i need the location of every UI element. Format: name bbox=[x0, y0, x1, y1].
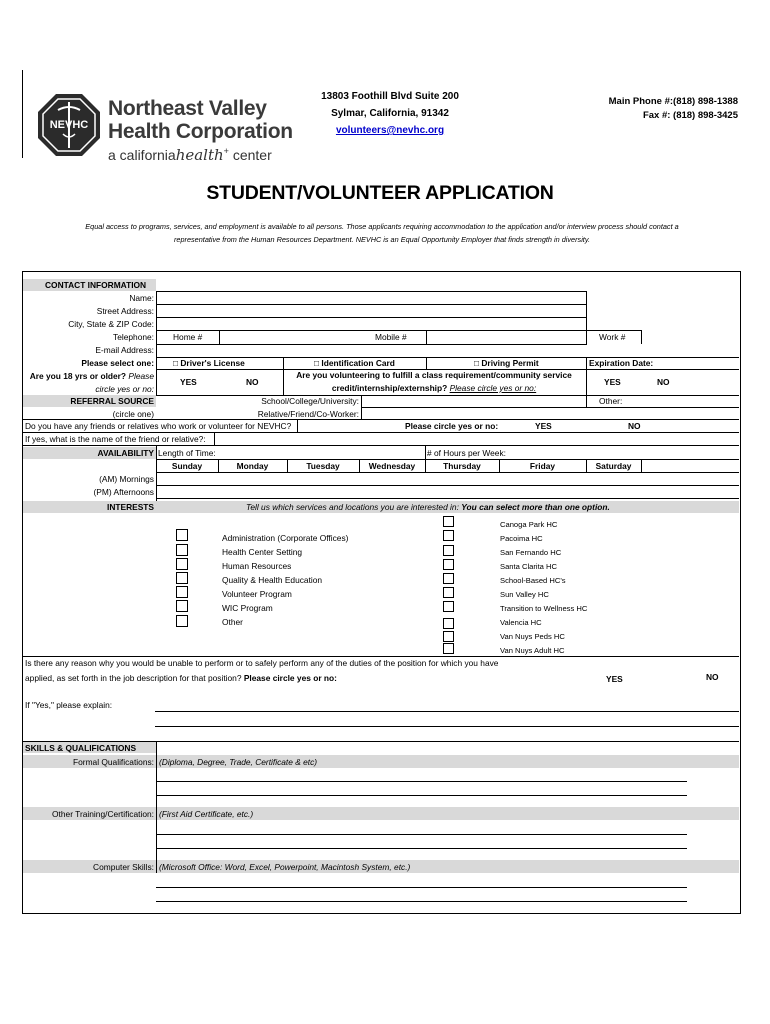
address-line2: Sylmar, California, 91342 bbox=[331, 108, 449, 119]
day-sunday: Sunday bbox=[171, 461, 203, 471]
friends-circle-hint: Please circle yes or no: bbox=[405, 421, 499, 431]
contact-heading: CONTACT INFORMATION bbox=[45, 280, 147, 290]
age-question bbox=[23, 372, 154, 380]
formal-label: Formal Qualifications: bbox=[73, 757, 154, 767]
age-question-text: Are you 18 yrs or older? bbox=[29, 371, 127, 381]
formal-hint: (Diploma, Degree, Trade, Certificate & etc) bbox=[159, 757, 318, 767]
location-checkbox[interactable] bbox=[443, 516, 454, 527]
id-card-option[interactable]: □ Identification Card bbox=[314, 358, 395, 368]
expiration-label: Expiration Date: bbox=[589, 358, 654, 368]
location-checkbox[interactable] bbox=[443, 643, 454, 654]
location-canoga-park: Canoga Park HC bbox=[500, 520, 558, 529]
afternoons-label: (PM) Afternoons bbox=[93, 487, 154, 497]
explain-label: If "Yes," please explain: bbox=[25, 700, 113, 710]
location-van-nuys-peds: Van Nuys Peds HC bbox=[500, 632, 565, 641]
tagline-script: health bbox=[175, 146, 224, 164]
location-checkbox[interactable] bbox=[443, 631, 454, 642]
day-wednesday: Wednesday bbox=[368, 461, 416, 471]
class-req-yes[interactable]: YES bbox=[604, 377, 621, 387]
service-checkbox[interactable] bbox=[176, 558, 188, 570]
driving-permit-option[interactable]: □ Driving Permit bbox=[474, 358, 539, 368]
other-training-label: Other Training/Certification: bbox=[52, 809, 154, 819]
intro-line1: Equal access to programs, services, and employment is available to all persons. Those applicants requiring accommodation to the application and/or interview process should contact a bbox=[85, 222, 679, 231]
street-label: Street Address: bbox=[96, 306, 154, 316]
service-other: Other bbox=[222, 617, 243, 627]
service-wic: WIC Program bbox=[222, 603, 273, 613]
interests-heading: INTERESTS bbox=[107, 502, 154, 512]
interests-prompt bbox=[246, 503, 610, 511]
email-link[interactable]: volunteers@nevhc.org bbox=[335, 125, 445, 136]
service-checkbox[interactable] bbox=[176, 544, 188, 556]
service-checkbox[interactable] bbox=[176, 529, 188, 541]
age-circle-hint: circle yes or no: bbox=[95, 384, 154, 394]
referral-heading: REFERRAL SOURCE bbox=[70, 396, 154, 406]
location-checkbox[interactable] bbox=[443, 530, 454, 541]
interests-prompt-bold: You can select more than one option. bbox=[461, 502, 610, 512]
friends-question: Do you have any friends or relatives who work or volunteer for NEVHC? bbox=[25, 421, 292, 431]
mobile-phone-label: Mobile # bbox=[375, 332, 407, 342]
select-one-label: Please select one: bbox=[81, 358, 154, 368]
day-saturday: Saturday bbox=[595, 461, 632, 471]
service-admin: Administration (Corporate Offices) bbox=[222, 533, 349, 543]
class-req-no[interactable]: NO bbox=[657, 377, 670, 387]
day-monday: Monday bbox=[236, 461, 269, 471]
main-phone: Main Phone #:(818) 898-1388 bbox=[608, 96, 738, 107]
age-yes[interactable]: YES bbox=[180, 377, 197, 387]
length-of-time-label: Length of Time: bbox=[158, 448, 216, 458]
org-name-line1: Northeast Valley bbox=[108, 97, 267, 120]
drivers-license-option[interactable]: □ Driver's License bbox=[173, 358, 245, 368]
hours-per-week-label: # of Hours per Week: bbox=[427, 448, 506, 458]
location-transition: Transition to Wellness HC bbox=[500, 604, 588, 613]
email-label: E-mail Address: bbox=[95, 345, 154, 355]
org-logo bbox=[36, 92, 102, 158]
location-sun-valley: Sun Valley HC bbox=[500, 590, 549, 599]
intro-line2: representative from the Human Resources Department. NEVHC is an Equal Opportunity Employer that finds strength in diversity. bbox=[174, 235, 590, 244]
location-checkbox[interactable] bbox=[443, 601, 454, 612]
service-checkbox[interactable] bbox=[176, 572, 188, 584]
service-volunteer: Volunteer Program bbox=[222, 589, 292, 599]
org-tagline: a californiahealth+ center bbox=[108, 146, 272, 164]
duties-yes[interactable]: YES bbox=[606, 674, 623, 684]
telephone-label: Telephone: bbox=[113, 332, 154, 342]
location-checkbox[interactable] bbox=[443, 573, 454, 584]
duties-question-line2 bbox=[25, 674, 337, 682]
circle-one-hint: (circle one) bbox=[112, 409, 154, 419]
location-checkbox[interactable] bbox=[443, 545, 454, 556]
duties-question-line1: Is there any reason why you would be unable to perform or to safely perform any of the duties of the position for which you have bbox=[25, 658, 499, 668]
city-label: City, State & ZIP Code: bbox=[68, 319, 154, 329]
other-training-hint: (First Aid Certificate, etc.) bbox=[159, 809, 254, 819]
tagline-prefix: a california bbox=[108, 147, 176, 163]
relative-label: Relative/Friend/Co-Worker: bbox=[257, 409, 359, 419]
duties-line2-bold: Please circle yes or no: bbox=[243, 673, 337, 683]
interests-prompt-text: Tell us which services and locations you are interested in: bbox=[246, 502, 459, 512]
class-req-line1: Are you volunteering to fulfill a class requirement/community service bbox=[296, 370, 572, 380]
mornings-label: (AM) Mornings bbox=[99, 474, 154, 484]
service-quality: Quality & Health Education bbox=[222, 575, 323, 585]
location-valencia: Valencia HC bbox=[500, 618, 542, 627]
class-req-text: credit/internship/externship? bbox=[331, 383, 448, 393]
tagline-suffix: center bbox=[232, 147, 272, 163]
service-health-center: Health Center Setting bbox=[222, 547, 303, 557]
duties-line2-text: applied, as set forth in the job description for that position? bbox=[25, 673, 242, 683]
availability-heading: AVAILABILITY bbox=[97, 448, 154, 458]
duties-no[interactable]: NO bbox=[706, 672, 719, 682]
org-name-line2: Health Corporation bbox=[108, 120, 293, 143]
fax-number: Fax #: (818) 898-3425 bbox=[642, 110, 738, 121]
home-phone-label: Home # bbox=[173, 332, 203, 342]
location-pacoima: Pacoima HC bbox=[500, 534, 543, 543]
location-san-fernando: San Fernando HC bbox=[500, 548, 562, 557]
day-friday: Friday bbox=[529, 461, 556, 471]
work-phone-label: Work # bbox=[599, 332, 626, 342]
service-checkbox[interactable] bbox=[176, 586, 188, 598]
location-checkbox[interactable] bbox=[443, 587, 454, 598]
computer-label: Computer Skills: bbox=[93, 862, 154, 872]
age-no[interactable]: NO bbox=[246, 377, 259, 387]
age-please: Please bbox=[128, 371, 154, 381]
logo-badge-text: NEVHC bbox=[49, 119, 89, 131]
name-label: Name: bbox=[129, 293, 154, 303]
day-tuesday: Tuesday bbox=[306, 461, 340, 471]
skills-heading: SKILLS & QUALIFICATIONS bbox=[25, 743, 137, 753]
friend-name-question: If yes, what is the name of the friend or relative?: bbox=[25, 434, 206, 444]
other-referral-label: Other: bbox=[599, 396, 623, 406]
location-checkbox[interactable] bbox=[443, 618, 454, 629]
friends-yes[interactable]: YES bbox=[535, 421, 552, 431]
location-van-nuys-adult: Van Nuys Adult HC bbox=[500, 646, 565, 655]
location-checkbox[interactable] bbox=[443, 559, 454, 570]
address-line1: 13803 Foothill Blvd Suite 200 bbox=[321, 91, 459, 102]
day-thursday: Thursday bbox=[443, 461, 481, 471]
service-checkbox[interactable] bbox=[176, 615, 188, 627]
class-req-circle: Please circle yes or no: bbox=[449, 383, 537, 393]
class-req-line2 bbox=[284, 384, 584, 392]
header-margin-rule bbox=[22, 70, 23, 158]
computer-hint: (Microsoft Office: Word, Excel, Powerpoint, Macintosh System, etc.) bbox=[159, 862, 411, 872]
school-label: School/College/University: bbox=[261, 396, 359, 406]
service-hr: Human Resources bbox=[222, 561, 292, 571]
location-school-based: School-Based HC's bbox=[500, 576, 566, 585]
location-santa-clarita: Santa Clarita HC bbox=[500, 562, 557, 571]
page-title: STUDENT/VOLUNTEER APPLICATION bbox=[206, 182, 554, 204]
service-checkbox[interactable] bbox=[176, 600, 188, 612]
friends-no[interactable]: NO bbox=[628, 421, 641, 431]
